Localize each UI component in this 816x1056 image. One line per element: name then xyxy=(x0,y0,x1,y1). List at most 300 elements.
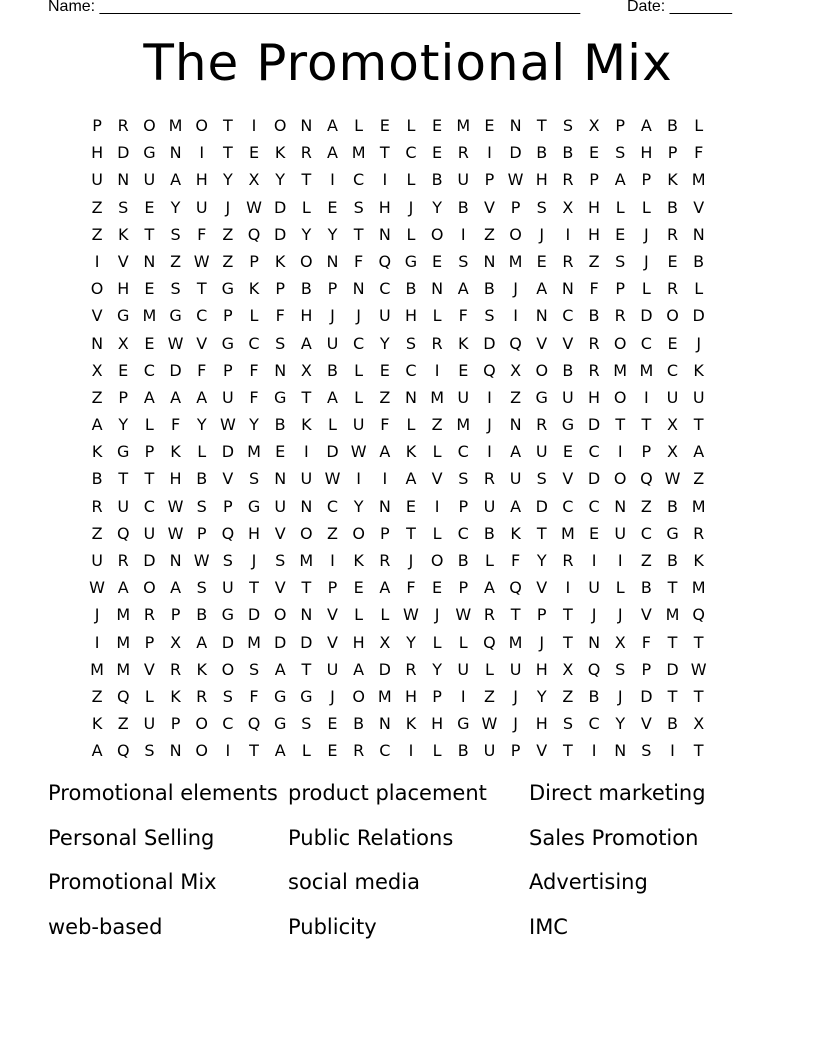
grid-letter: I xyxy=(644,387,649,407)
grid-letter: V xyxy=(536,333,548,353)
grid-letter: W xyxy=(167,496,184,516)
grid-letter: G xyxy=(143,143,156,163)
grid-letter: E xyxy=(588,523,600,543)
grid-letter: Y xyxy=(406,632,416,652)
grid-letter: O xyxy=(300,251,313,271)
grid-letter: T xyxy=(615,415,626,435)
grid-letter: F xyxy=(510,551,521,570)
grid-letter: V xyxy=(640,605,652,625)
grid-letter: O xyxy=(195,714,208,734)
grid-letter: P xyxy=(170,714,181,734)
grid-row xyxy=(84,166,738,193)
grid-letter: T xyxy=(144,469,155,489)
grid-letter: U xyxy=(535,442,548,462)
grid-letter: L xyxy=(328,415,337,435)
grid-letter: I xyxy=(434,496,440,516)
grid-letter: U xyxy=(614,523,627,543)
grid-letter: B xyxy=(457,197,469,217)
grid-letter: V xyxy=(117,251,129,271)
grid-letter: W xyxy=(167,333,184,353)
grid-letter: O xyxy=(352,686,365,706)
grid-letter: J xyxy=(408,197,414,217)
grid-letter: D xyxy=(483,333,496,353)
grid-letter: N xyxy=(326,251,339,271)
grid-letter: I xyxy=(565,578,571,598)
grid-letter: I xyxy=(670,741,675,761)
grid-letter: Y xyxy=(327,224,338,244)
grid-letter: A xyxy=(327,143,338,163)
grid-letter: A xyxy=(693,442,705,462)
word-list xyxy=(48,778,788,956)
grid-letter: A xyxy=(196,387,208,407)
grid-letter: U xyxy=(91,551,103,570)
grid-letter: H xyxy=(169,469,182,489)
grid-letter: O xyxy=(221,659,235,679)
grid-letter: L xyxy=(406,415,416,435)
grid-letter: T xyxy=(667,578,678,598)
grid-letter: O xyxy=(273,116,287,135)
grid-letter: A xyxy=(300,333,312,353)
grid-letter: U xyxy=(562,387,574,407)
grid-letter: U xyxy=(457,387,470,407)
grid-letter: I xyxy=(617,551,623,570)
grid-letter: Z xyxy=(91,224,103,244)
name-field: Name: ______________________________________________________ xyxy=(48,0,581,15)
grid-row xyxy=(84,574,738,601)
grid-letter: M xyxy=(560,523,575,543)
grid-letter: T xyxy=(406,523,416,543)
grid-letter: H xyxy=(640,143,653,163)
grid-letter: L xyxy=(432,741,442,761)
grid-letter: L xyxy=(484,551,494,570)
grid-letter: E xyxy=(379,360,390,380)
grid-letter: Z xyxy=(640,496,652,516)
grid-letter: N xyxy=(509,415,522,435)
grid-letter: M xyxy=(247,632,261,652)
grid-letter: U xyxy=(222,578,234,598)
grid-letter: W xyxy=(481,714,498,734)
grid-letter: P xyxy=(458,578,469,598)
grid-letter: L xyxy=(484,659,494,679)
grid-letter: Z xyxy=(222,224,234,244)
grid-letter: T xyxy=(693,741,704,761)
grid-letter: S xyxy=(196,496,207,516)
grid-letter: D xyxy=(221,632,235,652)
grid-letter: U xyxy=(509,469,522,489)
grid-letter: W xyxy=(324,469,341,489)
grid-letter: Z xyxy=(431,415,443,435)
grid-letter: W xyxy=(455,605,472,625)
grid-letter: T xyxy=(379,143,390,163)
grid-letter: R xyxy=(169,659,182,679)
grid-letter: R xyxy=(666,224,679,244)
grid-letter: P xyxy=(667,143,678,163)
grid-letter: Z xyxy=(483,224,495,244)
grid-letter: D xyxy=(640,686,653,706)
grid-letter: S xyxy=(248,659,260,679)
grid-letter: I xyxy=(356,469,361,489)
grid-letter: A xyxy=(640,116,652,135)
grid-letter: Z xyxy=(170,251,182,271)
grid-letter: X xyxy=(562,197,574,217)
grid-letter: L xyxy=(432,306,442,326)
grid-letter: N xyxy=(117,170,130,190)
grid-letter: Q xyxy=(483,632,496,652)
grid-letter: N xyxy=(378,714,391,734)
grid-letter: N xyxy=(535,306,548,326)
grid-letter: S xyxy=(458,469,469,489)
grid-letter: I xyxy=(487,143,492,163)
grid-letter: T xyxy=(563,741,573,761)
grid-letter: A xyxy=(536,279,548,299)
grid-letter: A xyxy=(274,741,286,761)
grid-letter: E xyxy=(144,197,155,217)
grid-letter: J xyxy=(513,686,518,706)
grid-letter: P xyxy=(615,279,626,299)
grid-letter: N xyxy=(509,116,522,135)
grid-letter: Q xyxy=(247,224,261,244)
grid-letter: T xyxy=(249,741,259,761)
grid-letter: T xyxy=(144,224,155,244)
grid-letter: R xyxy=(666,279,679,299)
grid-letter: U xyxy=(300,469,313,489)
grid-letter: X xyxy=(667,415,678,435)
grid-letter: E xyxy=(432,578,443,598)
grid-letter: K xyxy=(405,442,417,462)
grid-letter: U xyxy=(692,387,705,407)
grid-letter: S xyxy=(536,197,547,217)
grid-letter: C xyxy=(379,741,391,761)
grid-letter: N xyxy=(483,251,496,271)
grid-letter: P xyxy=(223,360,233,380)
grid-letter: I xyxy=(94,632,100,652)
grid-letter: B xyxy=(91,469,103,489)
grid-letter: M xyxy=(508,632,523,652)
grid-letter: O xyxy=(430,551,444,570)
grid-letter: G xyxy=(221,333,235,353)
grid-letter: G xyxy=(273,714,287,734)
grid-letter: T xyxy=(118,469,129,489)
grid-letter: B xyxy=(588,686,600,706)
grid-letter: C xyxy=(457,523,469,543)
grid-row xyxy=(84,357,738,384)
grid-letter: R xyxy=(614,306,626,326)
grid-letter: B xyxy=(431,170,443,190)
grid-letter: S xyxy=(615,251,626,271)
grid-letter: I xyxy=(591,741,597,761)
grid-letter: G xyxy=(273,686,287,706)
grid-letter: C xyxy=(640,333,652,353)
grid-letter: U xyxy=(117,496,130,516)
grid-letter: V xyxy=(91,306,103,326)
grid-letter: M xyxy=(247,442,261,462)
grid-letter: C xyxy=(326,496,339,516)
grid-letter: H xyxy=(352,632,365,652)
grid-letter: J xyxy=(487,415,492,435)
grid-row xyxy=(84,656,738,683)
grid-letter: Y xyxy=(222,170,233,190)
grid-letter: G xyxy=(404,251,418,271)
grid-letter: B xyxy=(457,741,469,761)
grid-letter: N xyxy=(300,605,313,625)
grid-letter: O xyxy=(90,279,104,299)
grid-letter: I xyxy=(460,686,466,706)
grid-letter: P xyxy=(510,197,521,217)
grid-letter: K xyxy=(693,360,704,380)
grid-letter: S xyxy=(144,741,155,761)
grid-letter: E xyxy=(353,578,364,598)
grid-letter: I xyxy=(591,551,597,570)
grid-letter: I xyxy=(330,170,335,190)
grid-letter: B xyxy=(667,116,678,135)
grid-letter: B xyxy=(562,360,574,380)
grid-letter: M xyxy=(613,360,628,380)
grid-letter: S xyxy=(615,143,626,163)
grid-letter: L xyxy=(694,116,704,135)
grid-letter: R xyxy=(431,333,443,353)
word-list-item: Publicity xyxy=(288,914,377,939)
grid-letter: L xyxy=(641,279,651,299)
grid-letter: C xyxy=(379,279,391,299)
grid-letter: A xyxy=(510,442,522,462)
grid-letter: T xyxy=(301,659,312,679)
grid-letter: Y xyxy=(379,333,390,353)
grid-letter: S xyxy=(196,578,207,598)
grid-letter: F xyxy=(249,387,259,407)
grid-letter: C xyxy=(405,143,417,163)
grid-letter: X xyxy=(510,360,522,380)
grid-letter: O xyxy=(509,224,522,244)
grid-letter: P xyxy=(275,279,285,299)
grid-letter: Z xyxy=(562,686,574,706)
grid-letter: X xyxy=(91,360,103,380)
grid-letter: Q xyxy=(378,251,392,271)
grid-letter: R xyxy=(117,551,129,570)
grid-letter: U xyxy=(326,659,339,679)
grid-letter: L xyxy=(380,605,390,625)
grid-letter: E xyxy=(327,741,338,761)
grid-letter: U xyxy=(195,197,208,217)
grid-letter: H xyxy=(535,714,548,734)
grid-letter: R xyxy=(562,170,574,190)
grid-letter: K xyxy=(405,714,417,734)
grid-letter: E xyxy=(536,251,547,271)
grid-letter: T xyxy=(563,605,573,625)
grid-letter: V xyxy=(327,605,338,625)
grid-letter: T xyxy=(563,632,573,652)
grid-letter: P xyxy=(223,306,233,326)
grid-letter: S xyxy=(536,469,547,489)
grid-letter: E xyxy=(248,143,260,163)
grid-letter: U xyxy=(666,387,679,407)
grid-letter: E xyxy=(275,442,286,462)
grid-letter: M xyxy=(691,496,706,516)
grid-letter: D xyxy=(169,360,182,380)
grid-letter: A xyxy=(483,578,495,598)
grid-letter: Q xyxy=(509,578,522,598)
grid-letter: N xyxy=(614,741,627,761)
grid-letter: S xyxy=(641,741,652,761)
grid-letter: A xyxy=(143,387,155,407)
grid-letter: U xyxy=(378,306,391,326)
grid-letter: L xyxy=(144,686,154,706)
grid-letter: R xyxy=(117,116,129,135)
grid-letter: X xyxy=(300,360,312,380)
grid-letter: D xyxy=(666,659,679,679)
grid-letter: I xyxy=(94,251,100,271)
grid-letter: N xyxy=(274,360,287,380)
grid-letter: U xyxy=(143,170,156,190)
grid-letter: Y xyxy=(536,551,547,570)
grid-letter: S xyxy=(615,659,626,679)
grid-letter: E xyxy=(667,333,678,353)
grid-letter: S xyxy=(301,714,312,734)
grid-letter: P xyxy=(92,116,102,135)
grid-letter: L xyxy=(144,415,154,435)
grid-letter: J xyxy=(251,551,257,570)
grid-letter: B xyxy=(353,714,365,734)
grid-row xyxy=(84,710,738,737)
grid-letter: K xyxy=(248,279,260,299)
grid-letter: C xyxy=(353,170,365,190)
grid-letter: L xyxy=(354,605,364,625)
grid-letter: P xyxy=(196,523,207,543)
grid-letter: V xyxy=(274,578,286,598)
grid-letter: D xyxy=(247,605,261,625)
grid-letter: W xyxy=(690,659,707,679)
grid-letter: U xyxy=(91,170,103,190)
grid-letter: P xyxy=(223,496,233,516)
grid-letter: Q xyxy=(116,686,130,706)
grid-letter: E xyxy=(144,333,155,353)
grid-letter: I xyxy=(251,116,257,135)
grid-letter: L xyxy=(615,197,625,217)
grid-letter: N xyxy=(378,496,391,516)
grid-letter: N xyxy=(91,333,104,353)
grid-letter: R xyxy=(588,360,600,380)
grid-letter: V xyxy=(483,197,495,217)
grid-letter: J xyxy=(330,686,335,706)
grid-letter: O xyxy=(613,469,627,489)
grid-letter: J xyxy=(94,605,100,625)
grid-letter: K xyxy=(458,333,469,353)
grid-letter: F xyxy=(197,224,207,244)
grid-letter: G xyxy=(666,523,679,543)
grid-letter: M xyxy=(456,415,471,435)
grid-letter: L xyxy=(641,197,651,217)
grid-letter: T xyxy=(693,632,704,652)
page-title: The Promotional Mix xyxy=(143,34,673,92)
grid-letter: K xyxy=(170,442,181,462)
grid-letter: P xyxy=(432,686,442,706)
grid-letter: T xyxy=(301,578,312,598)
grid-letter: P xyxy=(484,170,495,190)
grid-letter: C xyxy=(588,496,600,516)
grid-letter: W xyxy=(219,415,236,435)
grid-letter: G xyxy=(273,387,287,407)
grid-letter: N xyxy=(352,279,365,299)
grid-letter: W xyxy=(246,197,262,217)
grid-letter: E xyxy=(327,714,338,734)
grid-letter: F xyxy=(406,578,416,598)
grid-letter: O xyxy=(143,116,156,135)
grid-letter: K xyxy=(353,551,364,570)
grid-letter: V xyxy=(327,632,338,652)
grid-letter: P xyxy=(458,496,469,516)
grid-letter: D xyxy=(274,197,287,217)
grid-letter: D xyxy=(274,632,287,652)
grid-letter: C xyxy=(353,333,365,353)
grid-row xyxy=(84,629,738,656)
grid-letter: I xyxy=(382,469,388,489)
word-list-item: Public Relations xyxy=(288,825,454,850)
grid-letter: I xyxy=(303,442,309,462)
grid-letter: R xyxy=(536,415,548,435)
grid-letter: H xyxy=(588,224,601,244)
grid-letter: D xyxy=(117,143,130,163)
grid-letter: Y xyxy=(536,686,547,706)
grid-letter: G xyxy=(457,714,470,734)
grid-letter: T xyxy=(667,632,678,652)
grid-letter: Q xyxy=(587,659,601,679)
grid-row xyxy=(84,194,738,221)
grid-letter: M xyxy=(90,659,104,679)
grid-letter: A xyxy=(170,387,182,407)
grid-letter: K xyxy=(91,442,103,462)
grid-letter: J xyxy=(513,714,518,734)
grid-letter: X xyxy=(667,442,678,462)
grid-letter: Q xyxy=(692,605,705,625)
grid-letter: D xyxy=(587,469,601,489)
grid-letter: G xyxy=(535,387,548,407)
grid-row xyxy=(84,601,738,628)
grid-letter: U xyxy=(143,523,156,543)
grid-letter: V xyxy=(274,523,286,543)
grid-letter: Y xyxy=(118,415,129,435)
grid-letter: W xyxy=(507,170,524,190)
grid-letter: B xyxy=(667,197,678,217)
grid-letter: O xyxy=(613,333,627,353)
word-list-item: Direct marketing xyxy=(529,781,706,805)
grid-letter: E xyxy=(432,251,443,271)
grid-letter: T xyxy=(693,686,704,706)
grid-letter: E xyxy=(379,116,390,135)
grid-letter: D xyxy=(378,659,391,679)
grid-letter: M xyxy=(456,116,471,135)
grid-letter: Q xyxy=(221,523,235,543)
grid-letter: E xyxy=(144,279,155,299)
grid-letter: K xyxy=(170,686,181,706)
grid-letter: M xyxy=(168,116,183,135)
grid-letter: U xyxy=(483,496,496,516)
grid-letter: A xyxy=(510,496,522,516)
grid-letter: R xyxy=(693,523,705,543)
grid-letter: B xyxy=(274,415,286,435)
grid-letter: V xyxy=(431,469,443,489)
word-list-item: social media xyxy=(288,870,420,895)
grid-letter: N xyxy=(692,224,705,244)
grid-letter: U xyxy=(352,415,365,435)
grid-letter: I xyxy=(487,442,492,462)
grid-letter: T xyxy=(249,578,259,598)
grid-letter: R xyxy=(196,686,208,706)
grid-letter: V xyxy=(693,197,705,217)
grid-letter: P xyxy=(144,442,155,462)
grid-letter: B xyxy=(588,306,600,326)
grid-letter: E xyxy=(667,251,678,271)
grid-letter: P xyxy=(170,605,181,625)
grid-letter: N xyxy=(169,143,182,163)
